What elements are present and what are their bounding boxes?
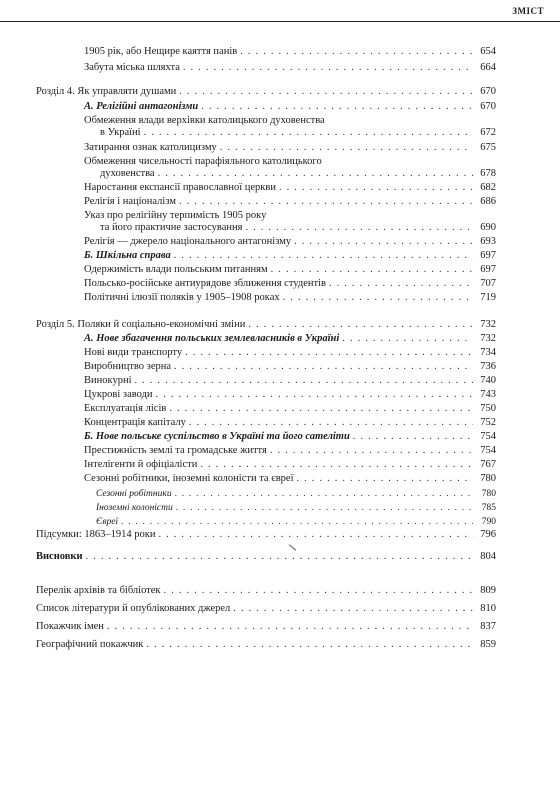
toc-entry-title: Географічний покажчик xyxy=(36,639,144,650)
toc-subentry-colonists[interactable] xyxy=(96,502,496,514)
toc-entry-title: Інтелігенти й офіціалісти xyxy=(84,459,198,470)
toc-entry-page: 734 xyxy=(480,347,496,358)
toc-entry-page: 664 xyxy=(480,62,496,73)
toc-entry-page: 754 xyxy=(480,445,496,456)
toc-entry-land-prestige[interactable] xyxy=(84,445,496,457)
toc-summary[interactable] xyxy=(36,529,496,541)
toc-entry-page: 719 xyxy=(480,292,496,303)
toc-entry-title: Нові види транспорту xyxy=(84,347,183,358)
toc-entry-religion-antagonism[interactable] xyxy=(84,236,496,248)
toc-entry-capital[interactable] xyxy=(84,417,496,429)
toc-entry-title: Цукрові заводи xyxy=(84,389,153,400)
toc-entry-seasonal-colonists-jews[interactable] xyxy=(84,473,496,485)
toc-entry-page: 736 xyxy=(480,361,496,372)
toc-entry-page: 743 xyxy=(480,389,496,400)
toc-entry-page: 780 xyxy=(481,489,496,499)
toc-entry-title: Іноземні колоністи xyxy=(96,503,173,513)
toc-entry-title: 1905 рік, або Нещире каяття панів xyxy=(84,46,238,57)
toc-entry-page: 654 xyxy=(480,46,496,57)
toc-section-4a[interactable] xyxy=(84,101,496,113)
toc-entry-title: Виробництво зерна xyxy=(84,361,172,372)
toc-entry-page: 686 xyxy=(480,196,496,207)
toc-entry-grain[interactable] xyxy=(84,361,496,373)
toc-entry-parish-clergy[interactable] xyxy=(84,156,496,180)
toc-entry-title: Перелік архівів та бібліотек xyxy=(36,585,161,596)
toc-entry-title: Політичні ілюзії поляків у 1905–1908 роках xyxy=(84,292,280,303)
toc-entry-title: Розділ 4. Як управляти душами xyxy=(36,86,177,97)
toc-archives[interactable] xyxy=(36,585,496,597)
toc-entry-page: 732 xyxy=(480,319,496,330)
toc-entry-title: А. Релігійні антагонізми xyxy=(84,101,199,112)
toc-entry-title: Список літератури й опублікованих джерел xyxy=(36,603,231,614)
toc-entry-title: та його практичне застосування xyxy=(100,222,243,233)
toc-entry-forests[interactable] xyxy=(84,403,496,415)
toc-entry-title: Підсумки: 1863–1914 роки xyxy=(36,529,156,540)
toc-entry-page: 804 xyxy=(480,551,496,562)
toc-entry-page: 675 xyxy=(480,142,496,153)
toc-entry-page: 672 xyxy=(480,127,496,138)
toc-entry-title: духовенства xyxy=(100,168,155,179)
toc-entry-city-gentry[interactable] xyxy=(84,62,496,74)
toc-entry-page: 740 xyxy=(480,375,496,386)
toc-entry-polish-question[interactable] xyxy=(84,264,496,276)
toc-entry-page: 810 xyxy=(480,603,496,614)
header-rule xyxy=(0,21,560,22)
toc-entry-title: в Україні xyxy=(100,127,141,138)
toc-entry-tolerance-decree[interactable] xyxy=(84,210,496,234)
toc-subentry-jews[interactable] xyxy=(96,516,496,528)
toc-entry-students[interactable] xyxy=(84,278,496,290)
toc-entry-page: 697 xyxy=(480,250,496,261)
toc-entry-page: 790 xyxy=(481,517,496,527)
toc-entry-page: 678 xyxy=(480,168,496,179)
toc-entry-title: Польсько-російське антиурядове зближення студентів xyxy=(84,278,326,289)
toc-entry-page: 837 xyxy=(480,621,496,632)
toc-entry-title-line1: Указ про релігійну терпимість 1905 року xyxy=(84,210,267,221)
toc-entry-page: 732 xyxy=(480,333,496,344)
toc-entry-title: Винокурні xyxy=(84,375,132,386)
toc-subentry-seasonal[interactable] xyxy=(96,488,496,500)
toc-entry-page: 859 xyxy=(480,639,496,650)
toc-entry-intelligentsia[interactable] xyxy=(84,459,496,471)
toc-conclusions[interactable] xyxy=(36,551,496,563)
toc-entry-page: 707 xyxy=(480,278,496,289)
toc-entry-catholicism[interactable] xyxy=(84,142,496,154)
toc-chapter-4[interactable] xyxy=(36,86,496,98)
toc-entry-title: Наростання експансії православної церкви xyxy=(84,182,276,193)
toc-entry-page: 670 xyxy=(480,86,496,97)
toc-bibliography[interactable] xyxy=(36,603,496,615)
toc-entry-1905[interactable] xyxy=(84,46,496,58)
toc-entry-title: Б. Шкільна справа xyxy=(84,250,171,261)
toc-name-index[interactable] xyxy=(36,621,496,633)
toc-geo-index[interactable] xyxy=(36,639,496,651)
toc-entry-title: Престижність землі та громадське життя xyxy=(84,445,267,456)
toc-entry-page: 670 xyxy=(480,101,496,112)
toc-entry-distilleries[interactable] xyxy=(84,375,496,387)
toc-entry-page: 690 xyxy=(480,222,496,233)
toc-entry-page: 767 xyxy=(480,459,496,470)
toc-entry-page: 752 xyxy=(480,417,496,428)
toc-entry-title: Б. Нове польське суспільство в Україні та його сателіти xyxy=(84,431,350,442)
stray-pen-mark xyxy=(289,544,297,551)
toc-entry-title: Євреї xyxy=(96,517,119,527)
toc-entry-page: 750 xyxy=(480,403,496,414)
running-header: ЗМІСТ xyxy=(512,6,544,16)
toc-entry-page: 754 xyxy=(480,431,496,442)
toc-entry-title: Покажчик імен xyxy=(36,621,104,632)
toc-entry-political-illusions[interactable] xyxy=(84,292,496,304)
toc-section-5b[interactable] xyxy=(84,431,496,443)
toc-entry-title: Концентрація капіталу xyxy=(84,417,186,428)
toc-entry-title: Релігія і націоналізм xyxy=(84,196,176,207)
toc-entry-page: 796 xyxy=(480,529,496,540)
toc-entry-page: 693 xyxy=(480,236,496,247)
toc-entry-title: Затирання ознак католицизму xyxy=(84,142,217,153)
toc-entry-title: Розділ 5. Поляки й соціально-економічні зміни xyxy=(36,319,246,330)
toc-entry-title-line1: Обмеження чисельності парафіяльного католицького xyxy=(84,156,322,167)
toc-entry-title: Висновки xyxy=(36,551,83,562)
toc-entry-title: А. Нове збагачення польських землевласників в Україні xyxy=(84,333,340,344)
toc-entry-page: 682 xyxy=(480,182,496,193)
toc-entry-title: Забута міська шляхта xyxy=(84,62,180,73)
toc-entry-title: Релігія — джерело національного антагонізму xyxy=(84,236,292,247)
toc-section-4b[interactable] xyxy=(84,250,496,262)
toc-entry-page: 785 xyxy=(481,503,496,513)
toc-entry-title: Сезонні робітники, іноземні колоністи та євреї xyxy=(84,473,294,484)
toc-entry-clergy-power[interactable] xyxy=(84,115,496,139)
toc-section-5a[interactable] xyxy=(84,333,496,345)
toc-entry-page: 780 xyxy=(480,473,496,484)
toc-entry-orthodox[interactable] xyxy=(84,182,496,194)
toc-entry-title: Сезонні робітники xyxy=(96,489,172,499)
toc-entry-page: 697 xyxy=(480,264,496,275)
toc-entry-title: Експлуатація лісів xyxy=(84,403,167,414)
toc-entry-title: Одержимість влади польським питанням xyxy=(84,264,268,275)
toc-chapter-5[interactable] xyxy=(36,319,496,331)
toc-entry-religion-nationalism[interactable] xyxy=(84,196,496,208)
toc-entry-title-line1: Обмеження влади верхівки католицького духовенства xyxy=(84,115,325,126)
toc-entry-sugar[interactable] xyxy=(84,389,496,401)
toc-entry-page: 809 xyxy=(480,585,496,596)
toc-entry-transport[interactable] xyxy=(84,347,496,359)
